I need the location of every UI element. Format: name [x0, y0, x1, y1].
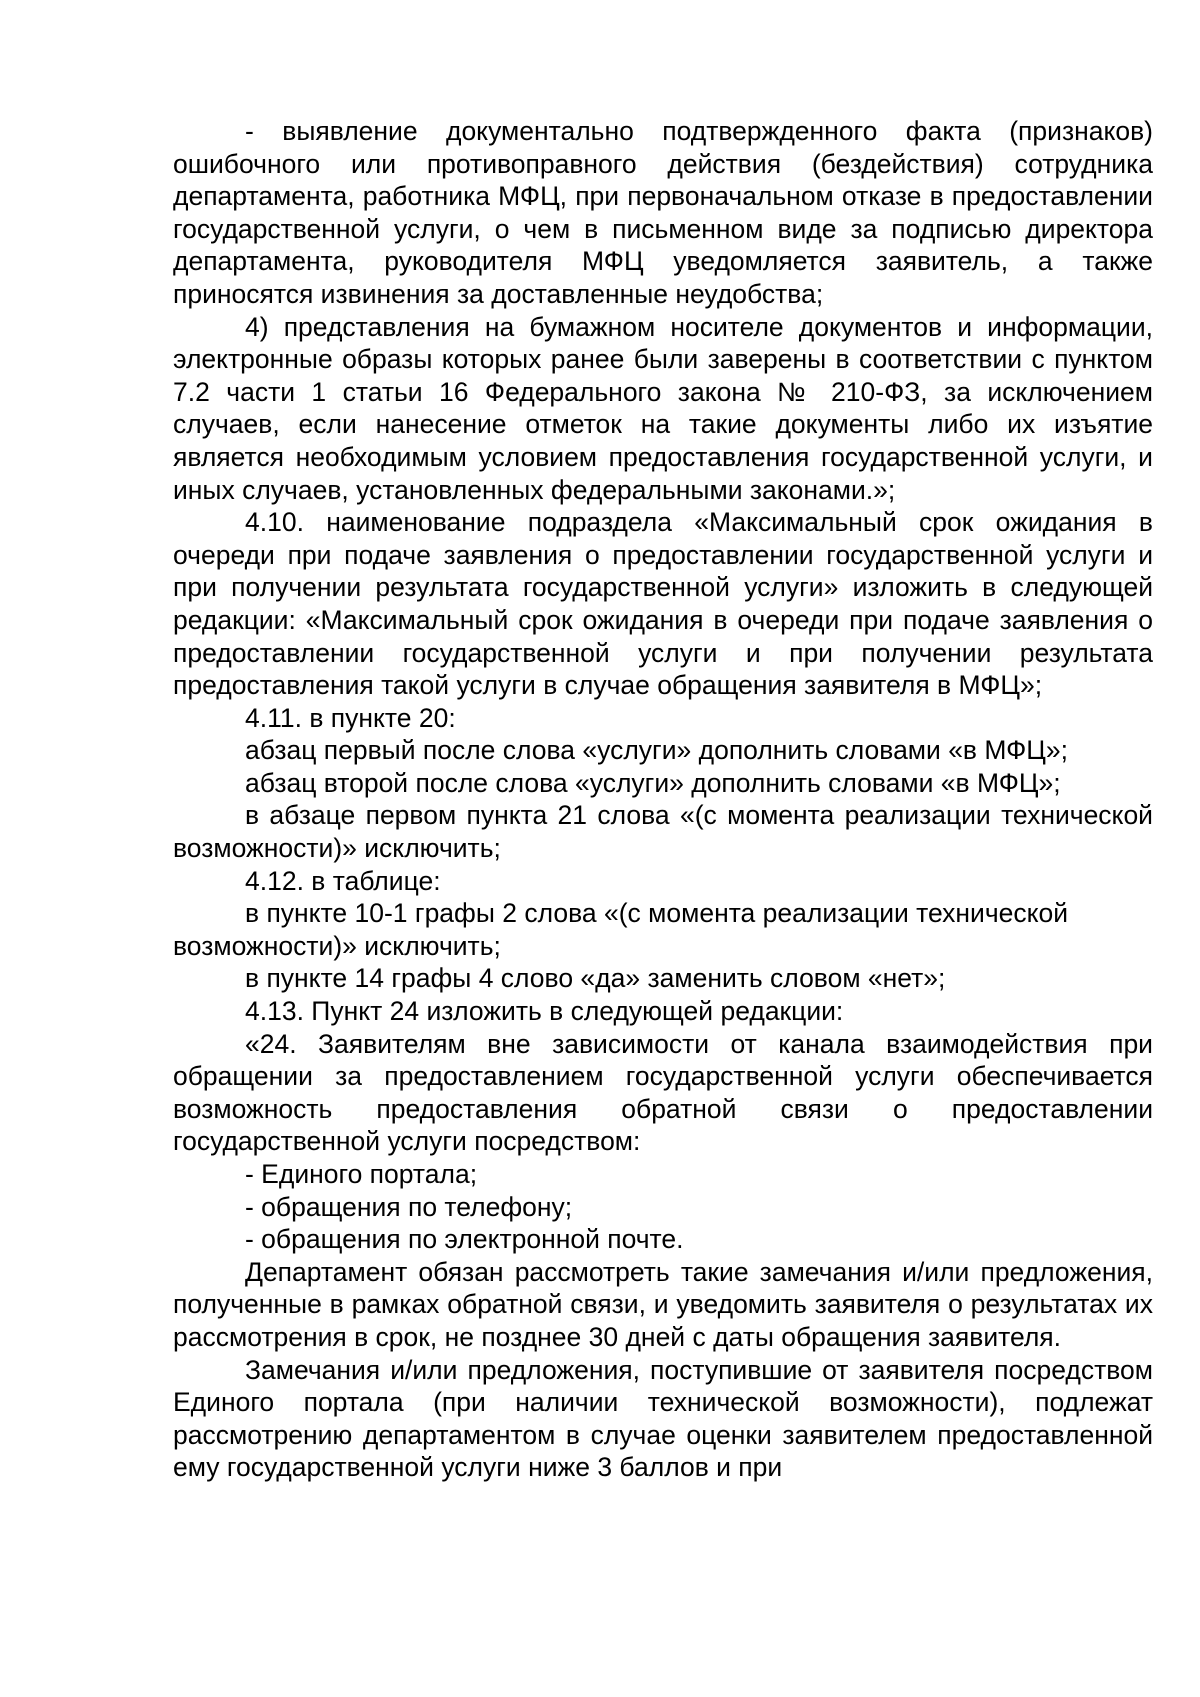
paragraph-remarks-portal: Замечания и/или предложения, поступившие от заявителя посредством Единого портала (при наличии технической возможности), подлежат рассмотрению департаментом в случае оценки заявителем предоставленной ему государственной услуги ниже 3 баллов и при	[173, 1354, 1153, 1483]
paragraph-point-14: в пункте 14 графы 4 слово «да» заменить словом «нет»;	[245, 963, 946, 994]
paragraph-error-detection: - выявление документально подтвержденного факта (признаков) ошибочного или противоправного действия (бездействия) сотрудника департамента, работника МФЦ, при первоначальном отказе в предоставлении государственной услуги, о чем в письменном виде за подписью директора департамента, руководителя МФЦ уведомляется заявитель, а также приносятся извинения за доставленные неудобства;	[173, 116, 1153, 309]
paragraph-point-24: «24. Заявителям вне зависимости от канала взаимодействия при обращении за предоставлением государственной услуги обеспечивается возможность предоставления обратной связи о предоставлении государственной услуги посредством:	[173, 1028, 1153, 1157]
paragraph-point-21: в абзаце первом пункта 21 слова «(с момента реализации технической возможности)» исключить;	[173, 800, 1153, 864]
document-page	[173, 115, 1153, 1484]
paragraph-point-10-1: в пункте 10-1 графы 2 слова «(с момента реализации технической возможности)» исключить;	[173, 898, 1069, 961]
list-item-phone: - обращения по телефону;	[245, 1191, 573, 1222]
paragraph-4-12: 4.12. в таблице:	[245, 865, 441, 896]
paragraph-abzac-2: абзац второй после слова «услуги» дополнить словами «в МФЦ»;	[245, 767, 1061, 798]
paragraph-4-10: 4.10. наименование подраздела «Максимальный срок ожидания в очереди при подаче заявления о предоставлении государственной услуги и при получении результата государственной услуги» изложить в следующей редакции: «Максимальный срок ожидания в очереди при подаче заявления о предоставлении государственной услуги и при получении результата предоставления такой услуги в случае обращения заявителя в МФЦ»;	[173, 507, 1153, 701]
list-item-portal: - Единого портала;	[245, 1159, 478, 1189]
paragraph-abzac-1: абзац первый после слова «услуги» дополнить словами «в МФЦ»;	[245, 735, 1069, 766]
paragraph-item-4: 4) представления на бумажном носителе документов и информации, электронные образы которых ранее были заверены в соответствии с пунктом 7.2 части 1 статьи 16 Федерального закона № 210-ФЗ, за исключением случаев, если нанесение отметок на такие документы либо их изъятие является необходимым условием предоставления государственной услуги, и иных случаев, установленных федеральными законами.»;	[173, 311, 1153, 505]
paragraph-4-13: 4.13. Пункт 24 изложить в следующей редакции:	[245, 996, 844, 1027]
paragraph-4-11: 4.11. в пункте 20:	[245, 702, 456, 733]
paragraph-department-obligation: Департамент обязан рассмотреть такие замечания и/или предложения, полученные в рамках обратной связи, и уведомить заявителя о результатах их рассмотрения в срок, не позднее 30 дней с даты обращения заявителя.	[173, 1256, 1153, 1352]
list-item-email: - обращения по электронной почте.	[245, 1224, 684, 1255]
